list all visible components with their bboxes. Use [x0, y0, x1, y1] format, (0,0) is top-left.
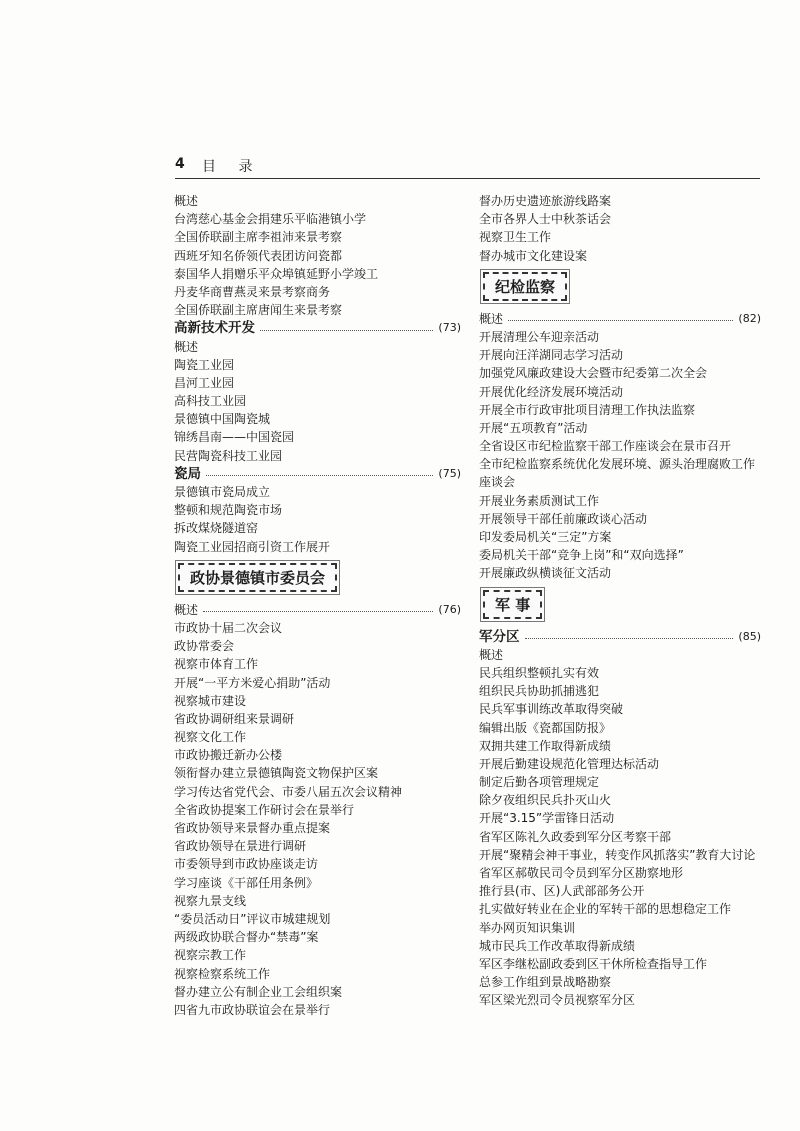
toc-page-number: (82): [738, 311, 761, 325]
toc-item[interactable]: 丹麦华商曹燕灵来景考察商务: [174, 284, 331, 299]
page-header: [175, 152, 760, 180]
toc-item[interactable]: 民营陶瓷科技工业园: [174, 448, 283, 463]
toc-item[interactable]: 拆改煤烧隧道窑: [174, 521, 259, 536]
toc-item[interactable]: 整顿和规范陶瓷市场: [174, 503, 283, 518]
toc-item[interactable]: 两级政协联合督办“禁毒”案: [174, 930, 319, 945]
toc-item[interactable]: 学习座谈《干部任用条例》: [174, 875, 319, 890]
toc-item[interactable]: 印发委局机关“三定”方案: [479, 530, 612, 544]
toc-item[interactable]: 市政协十届二次会议: [174, 620, 283, 635]
toc-left-column: [174, 192, 461, 1019]
toc-item[interactable]: 开展清理公车迎亲活动: [479, 329, 600, 344]
toc-item[interactable]: 四省九市政协联谊会在景举行: [174, 1002, 331, 1017]
toc-item[interactable]: 陶瓷工业园: [174, 357, 235, 372]
toc-item[interactable]: 高科技工业园: [174, 394, 247, 409]
dot-leader: [260, 330, 433, 331]
toc-item[interactable]: 开展向汪洋湖同志学习活动: [479, 348, 624, 363]
toc-item[interactable]: 总参工作组到景战略勘察: [479, 975, 612, 990]
toc-item[interactable]: 全市纪检监察系统优化发展环境、源头治理腐败工作: [479, 457, 756, 472]
toc-item[interactable]: 开展优化经济发展环境活动: [479, 384, 624, 399]
toc-item[interactable]: 组织民兵协助抓捕逃犯: [479, 684, 600, 699]
toc-item[interactable]: 制定后勤各项管理规定: [479, 775, 600, 790]
toc-section-entry[interactable]: [174, 319, 461, 337]
toc-item[interactable]: 双拥共建工作取得新成绩: [479, 738, 612, 753]
toc-item[interactable]: 市委领导到市政协座谈走访: [174, 857, 319, 872]
toc-item[interactable]: 加强党风廉政建设大会暨市纪委第二次全会: [479, 366, 708, 381]
toc-item[interactable]: 督办建立公有制企业工会组织案: [174, 984, 343, 999]
toc-item[interactable]: 除夕夜组织民兵扑灭山火: [479, 793, 612, 808]
toc-entry-title: 军分区: [479, 628, 520, 645]
toc-item[interactable]: 全省政协提案工作研讨会在景举行: [174, 802, 355, 817]
page-number: 4: [175, 156, 185, 172]
toc-item[interactable]: 民兵组织整顿扎实有效: [479, 665, 600, 680]
toc-item[interactable]: 开展“聚精会神干事业，转变作风抓落实”教育大讨论: [479, 847, 756, 862]
toc-overview-entry[interactable]: [479, 310, 761, 328]
toc-item[interactable]: 省政协领导在景进行调研: [174, 839, 307, 854]
toc-item[interactable]: 台湾慈心基金会捐建乐平临港镇小学: [174, 212, 367, 227]
section-banner: [479, 265, 761, 310]
toc-page-number: (73): [438, 321, 461, 335]
toc-item[interactable]: 民兵军事训练改革取得突破: [479, 702, 624, 717]
section-banner: [479, 583, 761, 628]
toc-item[interactable]: 开展业务素质测试工作: [479, 493, 600, 508]
toc-item[interactable]: 开展“五项教育”活动: [479, 420, 588, 435]
toc-item[interactable]: 省军区陈礼久政委到军分区考察干部: [479, 829, 672, 844]
toc-page-number: (85): [738, 629, 761, 643]
section-banner: [174, 556, 461, 601]
toc-page-number: (76): [438, 602, 461, 616]
toc-item[interactable]: 景德镇市瓷局成立: [174, 485, 271, 499]
toc-item[interactable]: 政协常委会: [174, 639, 235, 654]
toc-item[interactable]: 军区梁光烈司令员视察军分区: [479, 993, 636, 1008]
toc-item[interactable]: “委员活动日”评议市城建规划: [174, 911, 331, 926]
toc-entry-title: 高新技术开发: [174, 320, 255, 337]
toc-page-number: (75): [438, 466, 461, 480]
toc-section-entry[interactable]: [479, 628, 761, 646]
toc-item[interactable]: 视察检察系统工作: [174, 966, 271, 981]
dot-leader: [525, 638, 734, 639]
toc-item[interactable]: 督办城市文化建设案: [479, 248, 588, 263]
toc-item[interactable]: 市政协搬迁新办公楼: [174, 748, 283, 763]
dot-leader: [206, 475, 433, 476]
section-banner-title[interactable]: 纪检监察: [483, 272, 567, 301]
toc-item[interactable]: 省政协领导来景督办重点提案: [174, 821, 331, 835]
dot-leader: [203, 611, 433, 612]
page-title: 目 录: [202, 159, 262, 175]
toc-item[interactable]: 领衔督办建立景德镇陶瓷文物保护区案: [174, 766, 379, 781]
toc-item[interactable]: 城市民兵工作改革取得新成绩: [479, 938, 636, 953]
toc-item[interactable]: 举办网页知识集训: [479, 920, 576, 935]
header-rule: [175, 178, 760, 179]
toc-item[interactable]: 全省设区市纪检监察干部工作座谈会在景市召开: [479, 439, 732, 454]
toc-entry-title: 瓷局: [174, 465, 201, 482]
toc-item[interactable]: 开展“3.15”学雷锋日活动: [479, 811, 615, 826]
toc-item[interactable]: 编辑出版《瓷都国防报》: [479, 720, 612, 735]
toc-item[interactable]: 扎实做好转业在企业的军转干部的思想稳定工作: [479, 902, 732, 917]
toc-item[interactable]: 开展后勤建设规范化管理达标活动: [479, 756, 660, 771]
toc-item[interactable]: 军区李继松副政委到区干休所检查指导工作: [479, 956, 708, 971]
toc-item[interactable]: 概述: [174, 194, 199, 208]
toc-item[interactable]: 省政协调研组来景调研: [174, 711, 295, 726]
toc-item[interactable]: 陶瓷工业园招商引资工作展开: [174, 539, 331, 554]
toc-item[interactable]: 全市各界人士中秋茶话会: [479, 212, 612, 227]
toc-overview-entry[interactable]: [174, 601, 461, 619]
toc-item[interactable]: 省军区郝敬民司令员到军分区勘察地形: [479, 866, 684, 880]
toc-item[interactable]: 学习传达省党代会、市委八届五次会议精神: [174, 784, 403, 799]
toc-item[interactable]: 视察九景支线: [174, 893, 247, 908]
section-banner-title[interactable]: 政协景德镇市委员会: [178, 563, 337, 592]
toc-item[interactable]: 推行县(市、区)人武部部务公开: [479, 884, 645, 899]
toc-right-column: [479, 192, 761, 1010]
toc-item[interactable]: 座谈会: [479, 475, 516, 490]
toc-item[interactable]: 视察文化工作: [174, 730, 247, 745]
toc-item[interactable]: 概述: [479, 647, 504, 662]
toc-item[interactable]: 锦绣昌南——中国瓷园: [174, 430, 295, 445]
toc-item[interactable]: 开展领导干部任前廉政谈心活动: [479, 511, 648, 526]
toc-item[interactable]: 开展廉政纵横谈征文活动: [479, 566, 612, 581]
toc-entry-title: 概述: [174, 602, 199, 617]
section-banner-title[interactable]: 军 事: [483, 590, 542, 619]
toc-item[interactable]: 景德镇中国陶瓷城: [174, 412, 271, 427]
toc-item[interactable]: 全国侨联副主席唐闻生来景考察: [174, 303, 343, 318]
toc-item[interactable]: 泰国华人捐赠乐平众埠镇延野小学竣工: [174, 266, 379, 281]
toc-entry-title: 概述: [479, 311, 504, 326]
toc-item[interactable]: 昌河工业园: [174, 375, 235, 390]
toc-item[interactable]: 视察宗教工作: [174, 948, 247, 963]
toc-item[interactable]: 委局机关干部“竞争上岗”和“双向选择”: [479, 548, 684, 563]
toc-item[interactable]: 开展“一平方米爱心捐助”活动: [174, 675, 331, 690]
toc-item[interactable]: 西班牙知名侨领代表团访问瓷都: [174, 248, 343, 263]
dot-leader: [508, 320, 733, 321]
toc-item[interactable]: 概述: [174, 339, 199, 354]
toc-section-entry[interactable]: [174, 465, 461, 483]
toc-item[interactable]: 全国侨联副主席李祖沛来景考察: [174, 230, 343, 245]
toc-item[interactable]: 开展全市行政审批项目清理工作执法监察: [479, 402, 696, 417]
toc-item[interactable]: 视察市体育工作: [174, 657, 259, 672]
toc-item[interactable]: 视察城市建设: [174, 693, 247, 708]
toc-item[interactable]: 督办历史遗迹旅游线路案: [479, 194, 612, 208]
toc-item[interactable]: 视察卫生工作: [479, 230, 552, 245]
